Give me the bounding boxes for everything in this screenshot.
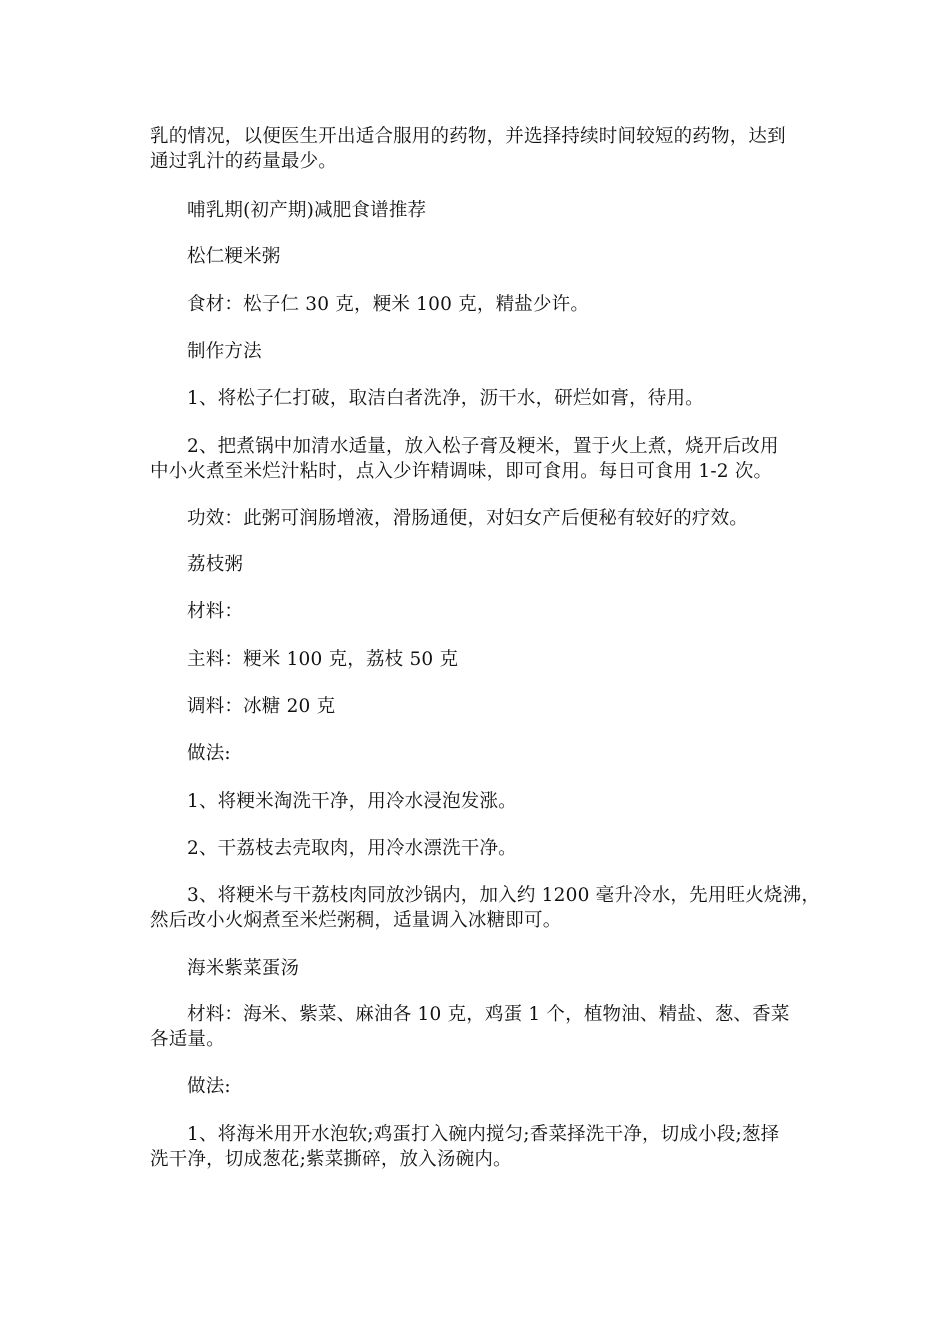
- step-line: 1、将海米用开水泡软;鸡蛋打入碗内搅匀;香菜择洗干净，切成小段;葱择: [187, 1124, 780, 1145]
- step-line: 中小火煮至米烂汁粘时，点入少许精调味，即可食用。每日可食用 1-2 次。: [150, 461, 773, 482]
- paragraph-line: 材料：海米、紫菜、麻油各 10 克，鸡蛋 1 个，植物油、精盐、葱、香菜: [187, 1004, 790, 1025]
- paragraph-line: 乳的情况，以便医生开出适合服用的药物，并选择持续时间较短的药物，达到: [150, 126, 786, 147]
- subheading: 材料：: [187, 601, 244, 622]
- recipe-title: 松仁粳米粥: [187, 246, 281, 267]
- subheading: 做法:: [187, 1076, 231, 1097]
- section-heading: 哺乳期(初产期)减肥食谱推荐: [187, 200, 427, 221]
- paragraph-line: 通过乳汁的药量最少。: [150, 151, 338, 172]
- paragraph-line: 功效：此粥可润肠增液，滑肠通便，对妇女产后便秘有较好的疗效。: [187, 508, 749, 529]
- recipe-title: 荔枝粥: [187, 554, 244, 575]
- step-line: 1、将松子仁打破，取洁白者洗净，沥干水，研烂如膏，待用。: [187, 388, 704, 409]
- step-line: 然后改小火焖煮至米烂粥稠，适量调入冰糖即可。: [150, 910, 562, 931]
- paragraph-line: 调料：冰糖 20 克: [187, 696, 336, 717]
- step-line: 2、干荔枝去壳取肉，用冷水漂洗干净。: [187, 838, 517, 859]
- paragraph-line: 各适量。: [150, 1029, 225, 1050]
- subheading: 制作方法: [187, 341, 262, 362]
- paragraph-line: 主料：粳米 100 克，荔枝 50 克: [187, 649, 459, 670]
- step-line: 3、将粳米与干荔枝肉同放沙锅内，加入约 1200 毫升冷水，先用旺火烧沸，: [187, 885, 821, 906]
- step-line: 2、把煮锅中加清水适量，放入松子膏及粳米，置于火上煮，烧开后改用: [187, 436, 779, 457]
- paragraph-line: 食材：松子仁 30 克，粳米 100 克，精盐少许。: [187, 294, 590, 315]
- step-line: 1、将粳米淘洗干净，用冷水浸泡发涨。: [187, 791, 517, 812]
- step-line: 洗干净，切成葱花;紫菜撕碎，放入汤碗内。: [150, 1149, 512, 1170]
- subheading: 做法:: [187, 743, 231, 764]
- recipe-title: 海米紫菜蛋汤: [187, 958, 300, 979]
